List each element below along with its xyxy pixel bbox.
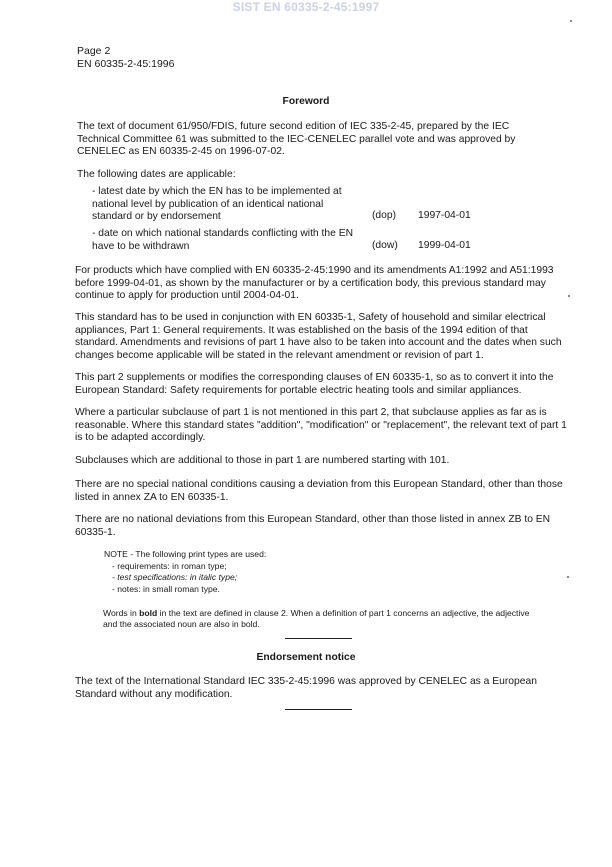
note-block <box>104 549 544 595</box>
foreword-title: Foreword <box>282 96 330 107</box>
standard-reference: EN 60335-2-45:1996 <box>77 58 175 71</box>
date-row-code: (dow) <box>372 240 398 251</box>
endorsement-title: Endorsement notice <box>256 652 356 663</box>
note-item-notes: - notes: in small roman type. <box>112 583 220 594</box>
date-row-text: - latest date by which the EN has to be implemented at national level by publication of an identical national standard or by endorsement <box>92 186 342 223</box>
bold-note-bold-word: bold <box>139 608 158 618</box>
foreword-paragraph-4: This part 2 supplements or modifies the corresponding clauses of EN 60335-1, so as to convert it into the European Standard: Safety requirements for portable electric heating tools and similar appliances. <box>75 372 554 396</box>
scan-speck <box>567 576 569 578</box>
note-intro: NOTE - The following print types are used: <box>104 549 267 559</box>
date-row-date: 1997-04-01 <box>418 210 471 221</box>
section-divider <box>285 638 352 639</box>
foreword-paragraph-5: Where a particular subclause of part 1 is not mentioned in this part 2, that subclause applies as far as is reasonable. Where this standard states "addition", "modification" or "replacement", the relevant text of part 1 is to be adapted accordingly. <box>75 407 567 444</box>
date-row-code: (dop) <box>372 210 397 221</box>
scan-speck <box>568 295 570 297</box>
date-row-date: 1999-04-01 <box>418 240 471 251</box>
bold-words-note <box>103 608 543 630</box>
foreword-paragraph-6: Subclauses which are additional to those in part 1 are numbered starting with 101. <box>75 455 450 466</box>
note-item-test-specifications: - test specifications: in italic type; <box>112 572 238 583</box>
end-divider <box>285 709 352 710</box>
foreword-paragraph-3: This standard has to be used in conjunction with EN 60335-1, Safety of household and similar electrical appliances, Part 1: General requirements. It was established on the basis of the 1994 edition of that standard. Amendments and revisions of part 1 have also to be taken into account and the dates when such changes become applicable will be stated in the relevant amendment or revision of part 1. <box>75 312 562 361</box>
bold-note-before: Words in <box>103 608 140 618</box>
bold-note-after: in the text are defined in clause 2. When a definition of part 1 concerns an adjective, the adjective and the associated noun are also in bold. <box>103 608 530 630</box>
date-row-dow <box>92 228 512 254</box>
date-row-dop <box>92 186 512 226</box>
watermark: SIST EN 60335-2-45:1997 <box>232 0 380 14</box>
foreword-paragraph-8: There are no national deviations from this European Standard, other than those listed in annex ZB to EN 60335-1. <box>75 514 551 538</box>
foreword-paragraph-2: For products which have complied with EN 60335-2-45:1990 and its amendments A1:1992 and A51:1993 before 1999-04-01, as shown by the manufacturer or by a certification body, this previous standard may continue to apply for production until 2004-04-01. <box>75 265 554 302</box>
endorsement-text: The text of the International Standard IEC 335-2-45:1996 was approved by CENELEC as a European Standard without any modification. <box>75 676 537 700</box>
scan-speck <box>570 20 572 22</box>
dates-intro: The following dates are applicable: <box>77 169 236 180</box>
foreword-paragraph-1: The text of document 61/950/FDIS, future second edition of IEC 335-2-45, prepared by the IEC Technical Committee 61 was submitted to the IEC-CENELEC parallel vote and was approved by CENELEC as EN 60335-2-45 on 1996-07-02. <box>77 121 516 158</box>
page-number: Page 2 <box>77 45 111 57</box>
foreword-paragraph-7: There are no special national conditions causing a deviation from this European Standard, other than those listed in annex ZA to EN 60335-1. <box>75 479 563 503</box>
page-header <box>77 45 175 71</box>
date-row-text: - date on which national standards conflicting with the EN have to be withdrawn <box>92 228 354 252</box>
note-item-requirements: - requirements: in roman type; <box>112 560 227 571</box>
